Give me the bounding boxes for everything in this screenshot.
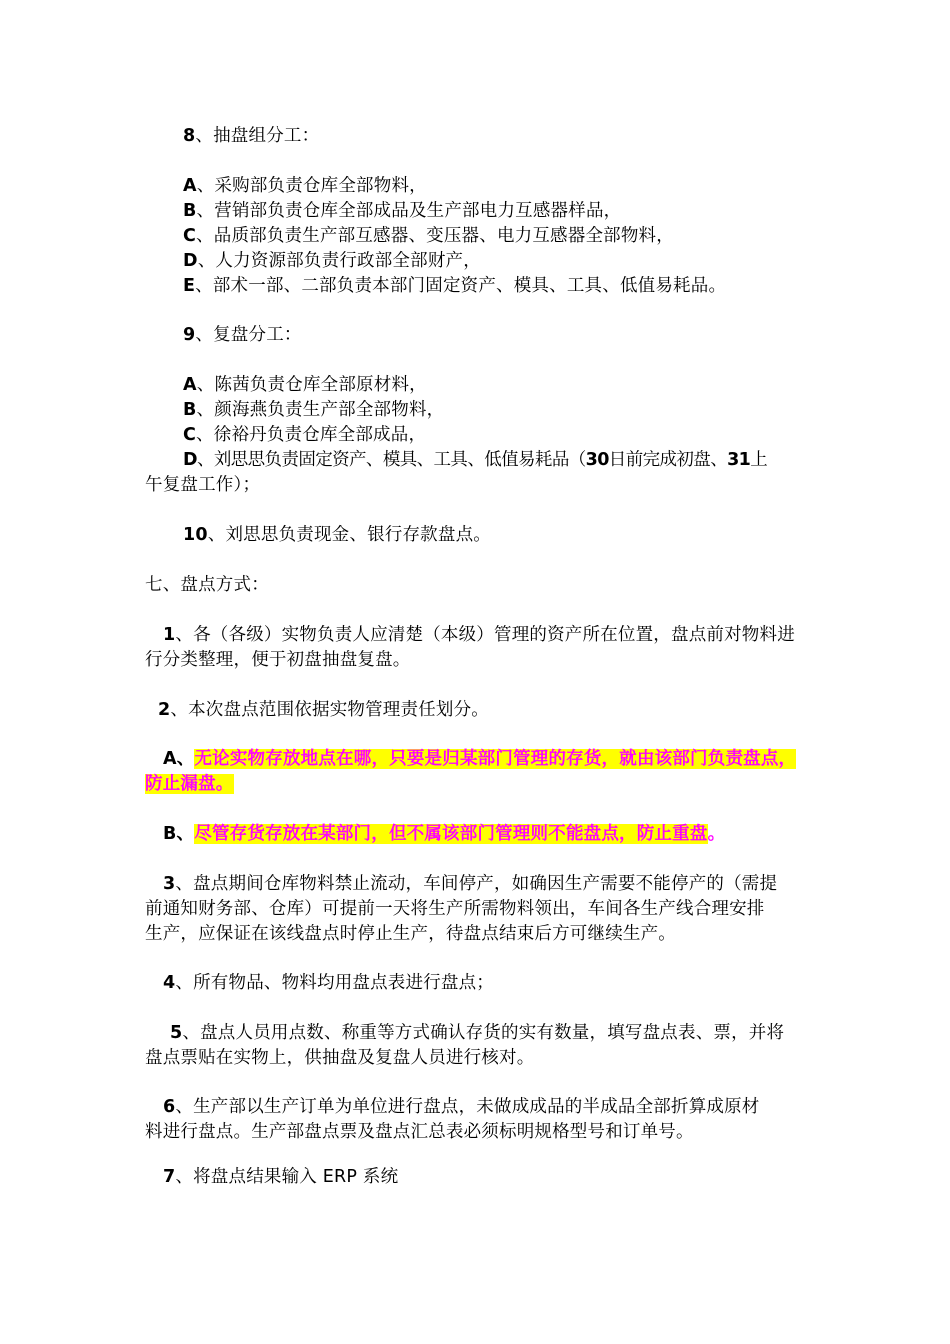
s8-item-e: E、部术一部、二部负责本部门固定资产、模具、工具、低值易耗品。 xyxy=(183,276,727,296)
highlighted-text: 无论实物存放地点在哪，只要是归某部门管理的存货，就由该部门负责盘点， xyxy=(194,749,797,769)
highlighted-text: 防止漏盘。 xyxy=(145,774,234,794)
para-5-line2: 盘点票贴在实物上，供抽盘及复盘人员进行核对。 xyxy=(145,1048,535,1068)
s8-item-d: D、人力资源部负责行政部全部财产， xyxy=(183,251,481,271)
highlighted-text: 尽管存货存放在某部门，但不属该部门管理则不能盘点，防止重盘 xyxy=(194,824,708,844)
s9-item-d: D、刘思思负责固定资产、模具、工具、低值易耗品（30日前完成初盘、31上 xyxy=(183,450,768,470)
para-7: 7、将盘点结果输入 ERP 系统 xyxy=(163,1167,399,1187)
para-1-line2: 行分类整理，便于初盘抽盘复盘。 xyxy=(145,650,411,670)
para-1-line1: 1、各（各级）实物负责人应清楚（本级）管理的资产所在位置，盘点前对物料进 xyxy=(163,625,795,645)
s9-heading: 9、复盘分工： xyxy=(183,325,302,345)
para-4: 4、所有物品、物料均用盘点表进行盘点； xyxy=(163,973,494,993)
s9-item-c: C、徐裕丹负责仓库全部成品， xyxy=(183,425,427,445)
s9-item-d-cont: 午复盘工作）； xyxy=(145,475,261,495)
s8-item-a: A、采购部负责仓库全部物料， xyxy=(183,176,427,196)
s10-line: 10、刘思思负责现金、银行存款盘点。 xyxy=(183,525,491,545)
para-a-line2 xyxy=(145,772,234,797)
para-6-line2: 料进行盘点。生产部盘点票及盘点汇总表必须标明规格型号和订单号。 xyxy=(145,1122,694,1142)
para-3-line1: 3、盘点期间仓库物料禁止流动，车间停产，如确因生产需要不能停产的（需提 xyxy=(163,874,778,894)
s9-item-b: B、颜海燕负责生产部全部物料， xyxy=(183,400,445,420)
para-3-line3: 生产，应保证在该线盘点时停止生产，待盘点结束后方可继续生产。 xyxy=(145,924,676,944)
s8-item-c: C、品质部负责生产部互感器、变压器、电力互感器全部物料， xyxy=(183,226,674,246)
s8-heading: 8、抽盘组分工： xyxy=(183,126,320,146)
section-7-heading: 七、盘点方式： xyxy=(145,575,269,595)
para-3-line2: 前通知财务部、仓库）可提前一天将生产所需物料领出，车间各生产线合理安排 xyxy=(145,899,765,919)
para-6-line1: 6、生产部以生产订单为单位进行盘点，未做成成品的半成品全部折算成原材 xyxy=(163,1097,760,1117)
s8-item-b: B、营销部负责仓库全部成品及生产部电力互感器样品， xyxy=(183,201,622,221)
s9-item-a: A、陈茜负责仓库全部原材料， xyxy=(183,375,427,395)
para-2: 2、本次盘点范围依据实物管理责任划分。 xyxy=(158,700,489,720)
para-b: B、尽管存货存放在某部门，但不属该部门管理则不能盘点，防止重盘。 xyxy=(163,824,726,844)
para-a-line1: A、无论实物存放地点在哪，只要是归某部门管理的存货，就由该部门负责盘点， xyxy=(163,749,797,769)
para-5-line1: 5、盘点人员用点数、称重等方式确认存货的实有数量，填写盘点表、票，并将 xyxy=(170,1023,785,1043)
